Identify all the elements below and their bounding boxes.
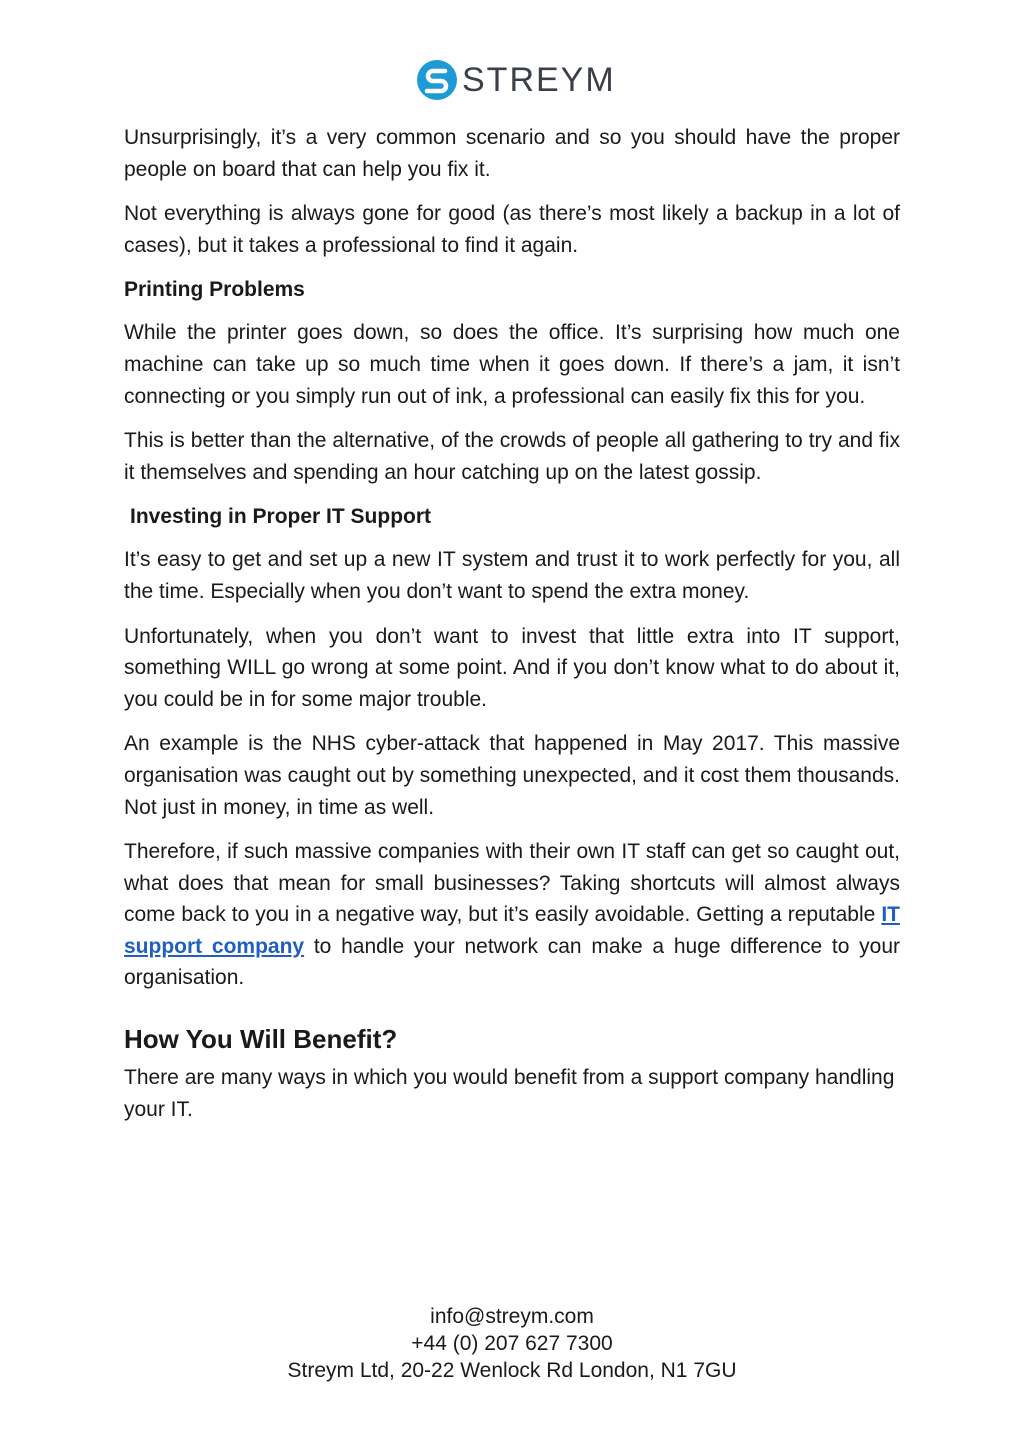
section-heading-benefit: How You Will Benefit? xyxy=(124,1024,398,1055)
section-heading-investing: Investing in Proper IT Support xyxy=(130,505,432,529)
paragraph-with-link xyxy=(124,836,900,994)
paragraph: It’s easy to get and set up a new IT system and trust it to work perfectly for you, all the time. Especially when you don’t want to spend the extra money. xyxy=(124,548,900,603)
paragraph: There are many ways in which you would benefit from a support company handling your IT. xyxy=(124,1066,895,1121)
footer-address: Streym Ltd, 20-22 Wenlock Rd London, N1 7GU xyxy=(287,1359,737,1382)
streym-logo-icon xyxy=(416,59,458,101)
section-heading-printing: Printing Problems xyxy=(124,278,305,302)
it-support-company-link[interactable]: IT support company xyxy=(124,903,900,958)
paragraph: While the printer goes down, so does the office. It’s surprising how much one machine can take up so much time when it goes down. If there’s a jam, it isn’t connecting or you simply run out of ink, a professional can easily fix this for you. xyxy=(124,321,900,408)
document-body xyxy=(124,122,900,1138)
footer-phone: +44 (0) 207 627 7300 xyxy=(411,1332,613,1355)
paragraph-text: to handle your network can make a huge difference to your organisation. xyxy=(124,934,901,990)
paragraph-text: Therefore, if such massive companies with their own IT staff can get so caught out, what does that mean for small businesses? Taking shortcuts will almost always come back to you in a negative way, but it’s easily avoidable. Getting a reputable xyxy=(124,840,900,927)
paragraph: This is better than the alternative, of the crowds of people all gathering to try and fix it themselves and spending an hour catching up on the latest gossip. xyxy=(124,429,900,484)
page-footer xyxy=(0,1303,1024,1384)
company-logo xyxy=(416,58,616,102)
paragraph: Unfortunately, when you don’t want to invest that little extra into IT support, something WILL go wrong at some point. And if you don’t know what to do about it, you could be in for some major trouble. xyxy=(124,624,900,711)
paragraph: Not everything is always gone for good (as there’s most likely a backup in a lot of cases), but it takes a professional to find it again. xyxy=(124,202,900,257)
paragraph: Unsurprisingly, it’s a very common scenario and so you should have the proper people on board that can help you fix it. xyxy=(124,126,900,181)
logo-wordmark: STREYM xyxy=(462,61,616,99)
footer-email: info@streym.com xyxy=(430,1305,594,1328)
paragraph: An example is the NHS cyber-attack that happened in May 2017. This massive organisation was caught out by something unexpected, and it cost them thousands. Not just in money, in time as well. xyxy=(124,732,900,819)
